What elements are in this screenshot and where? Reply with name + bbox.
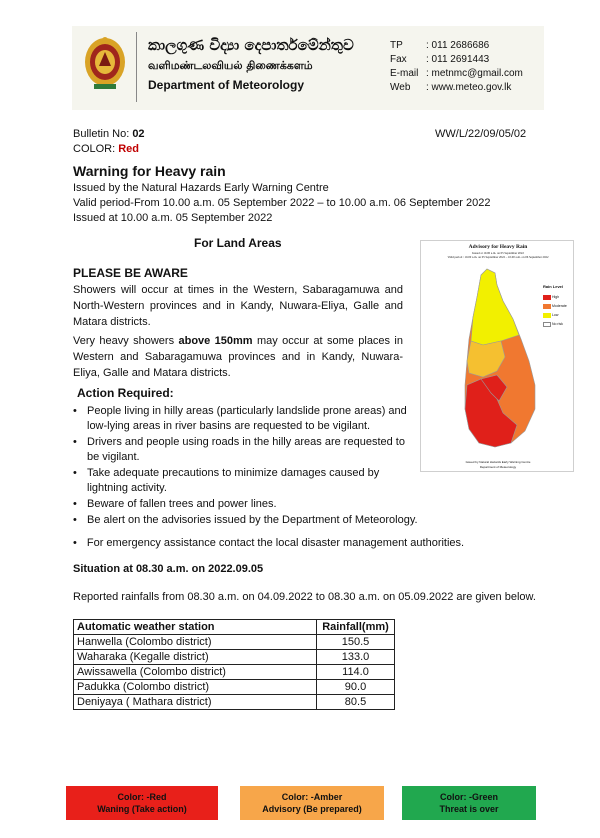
list-item: • Be alert on the advisories issued by the Department of Meteorology. — [73, 513, 418, 528]
column-header-rainfall: Rainfall(mm) — [317, 620, 395, 635]
sri-lanka-map — [421, 261, 575, 461]
action-heading: Action Required: — [77, 386, 174, 400]
map-subtitle-2: Valid period : 10.00 a.m. on 05 September 2022 – 10.00 a.m. on 06 September 2022 — [447, 255, 549, 259]
list-item: • Take adequate precautions to minimize damages caused by lightning activity. — [73, 466, 418, 496]
bulletin-number: Bulletin No: 02 — [73, 128, 145, 140]
station-cell: Awissawella (Colombo district) — [74, 665, 317, 680]
section-heading: For Land Areas — [194, 236, 282, 250]
heavy-rain-paragraph: Very heavy showers above 150mm may occur at some places in Western and Sabaragamuwa provinces and in Kandy, Nuwara-Eliya, Galle and Matara districts. — [73, 335, 403, 379]
table-row — [74, 650, 395, 665]
aware-heading: PLEASE BE AWARE — [73, 266, 188, 280]
header-divider — [136, 32, 137, 102]
contact-row-fax: Fax : 011 2691443 — [390, 54, 490, 65]
letterhead — [72, 26, 544, 110]
station-cell: Waharaka (Kegalle district) — [74, 650, 317, 665]
issued-at: Issued at 10.00 a.m. 05 September 2022 — [73, 212, 273, 224]
reported-rainfall-note: Reported rainfalls from 08.30 a.m. on 04.09.2022 to 08.30 a.m. on 05.09.2022 are given below. — [73, 591, 536, 603]
map-footer-2: Department of Meteorology — [479, 465, 517, 469]
aware-paragraph: Showers will occur at times in the Western, Sabaragamuwa and North-Western provinces and in Kandy, Nuwara-Eliya, Galle and Matara districts. — [73, 284, 403, 328]
emergency-note: • For emergency assistance contact the local disaster management authorities. — [73, 537, 465, 549]
valid-period: Valid period-From 10.00 a.m. 05 September 2022 – to 10.00 a.m. 06 September 2022 — [73, 197, 491, 209]
sri-lanka-emblem-icon — [82, 34, 128, 94]
list-item: • Drivers and people using roads in the hilly areas are requested to be vigilant. — [73, 435, 418, 465]
advisory-map — [420, 240, 574, 472]
map-legend — [543, 293, 567, 329]
contact-row-tp: TP : 011 2686686 — [390, 40, 490, 51]
table-header-row — [74, 620, 395, 635]
contact-block — [390, 39, 523, 95]
website-link[interactable]: : www.meteo.gov.lk — [426, 82, 512, 93]
department-name-tamil: வளிமண்டலவியல் திணைக்களம் — [148, 59, 313, 72]
rainfall-cell: 90.0 — [317, 680, 395, 695]
contact-row-email: E-mail : metnmc@gmail.com — [390, 68, 523, 79]
table-row — [74, 635, 395, 650]
contact-row-web: Web : www.meteo.gov.lk — [390, 82, 512, 93]
map-subtitle-1: Issued at 10.00 a.m. on 05 September 2022 — [472, 251, 524, 255]
map-title: Advisory for Heavy Rain — [468, 244, 528, 250]
issued-by: Issued by the Natural Hazards Early Warning Centre — [73, 182, 329, 194]
warning-title: Warning for Heavy rain — [73, 163, 226, 179]
department-name-english: Department of Meteorology — [148, 78, 305, 92]
station-cell: Hanwella (Colombo district) — [74, 635, 317, 650]
bulletin-code: WW/L/22/09/05/02 — [435, 128, 527, 140]
column-header-station: Automatic weather station — [74, 620, 317, 635]
legend-red-warning: Color: -Red Waning (Take action) — [66, 786, 218, 820]
legend-amber-advisory: Color: -Amber Advisory (Be prepared) — [240, 786, 384, 820]
situation-heading: Situation at 08.30 a.m. on 2022.09.05 — [73, 563, 264, 575]
list-item: • People living in hilly areas (particularly landslide prone areas) and low-lying areas in river basins are requested to be vigilant. — [73, 404, 418, 434]
map-legend-title: Rain Level — [543, 284, 564, 289]
legend-green-over: Color: -Green Threat is over — [402, 786, 536, 820]
rainfall-cell: 80.5 — [317, 695, 395, 710]
station-cell: Deniyaya ( Mathara district) — [74, 695, 317, 710]
station-cell: Padukka (Colombo district) — [74, 680, 317, 695]
map-footer-1: Issued by Natural Hazards Early Warning Centre — [465, 460, 531, 464]
email-link[interactable]: : metnmc@gmail.com — [426, 68, 523, 79]
table-row — [74, 695, 395, 710]
rainfall-cell: 150.5 — [317, 635, 395, 650]
rainfall-table — [73, 619, 395, 710]
table-row — [74, 680, 395, 695]
department-name-sinhala: කාලගුණ විද්‍යා දෙපාර්තමේන්තුව — [148, 36, 354, 54]
list-item: • Beware of fallen trees and power lines. — [73, 497, 418, 512]
bullet-icon: • — [73, 537, 77, 549]
legend-entry-low: Low — [543, 311, 567, 320]
bulletin-color: COLOR: Red — [73, 143, 140, 155]
legend-entry-high: High — [543, 293, 567, 302]
rainfall-cell: 114.0 — [317, 665, 395, 680]
table-row — [74, 665, 395, 680]
legend-entry-no-risk: No risk — [543, 320, 567, 329]
action-list — [73, 404, 418, 529]
legend-entry-moderate: Moderate — [543, 302, 567, 311]
rainfall-cell: 133.0 — [317, 650, 395, 665]
